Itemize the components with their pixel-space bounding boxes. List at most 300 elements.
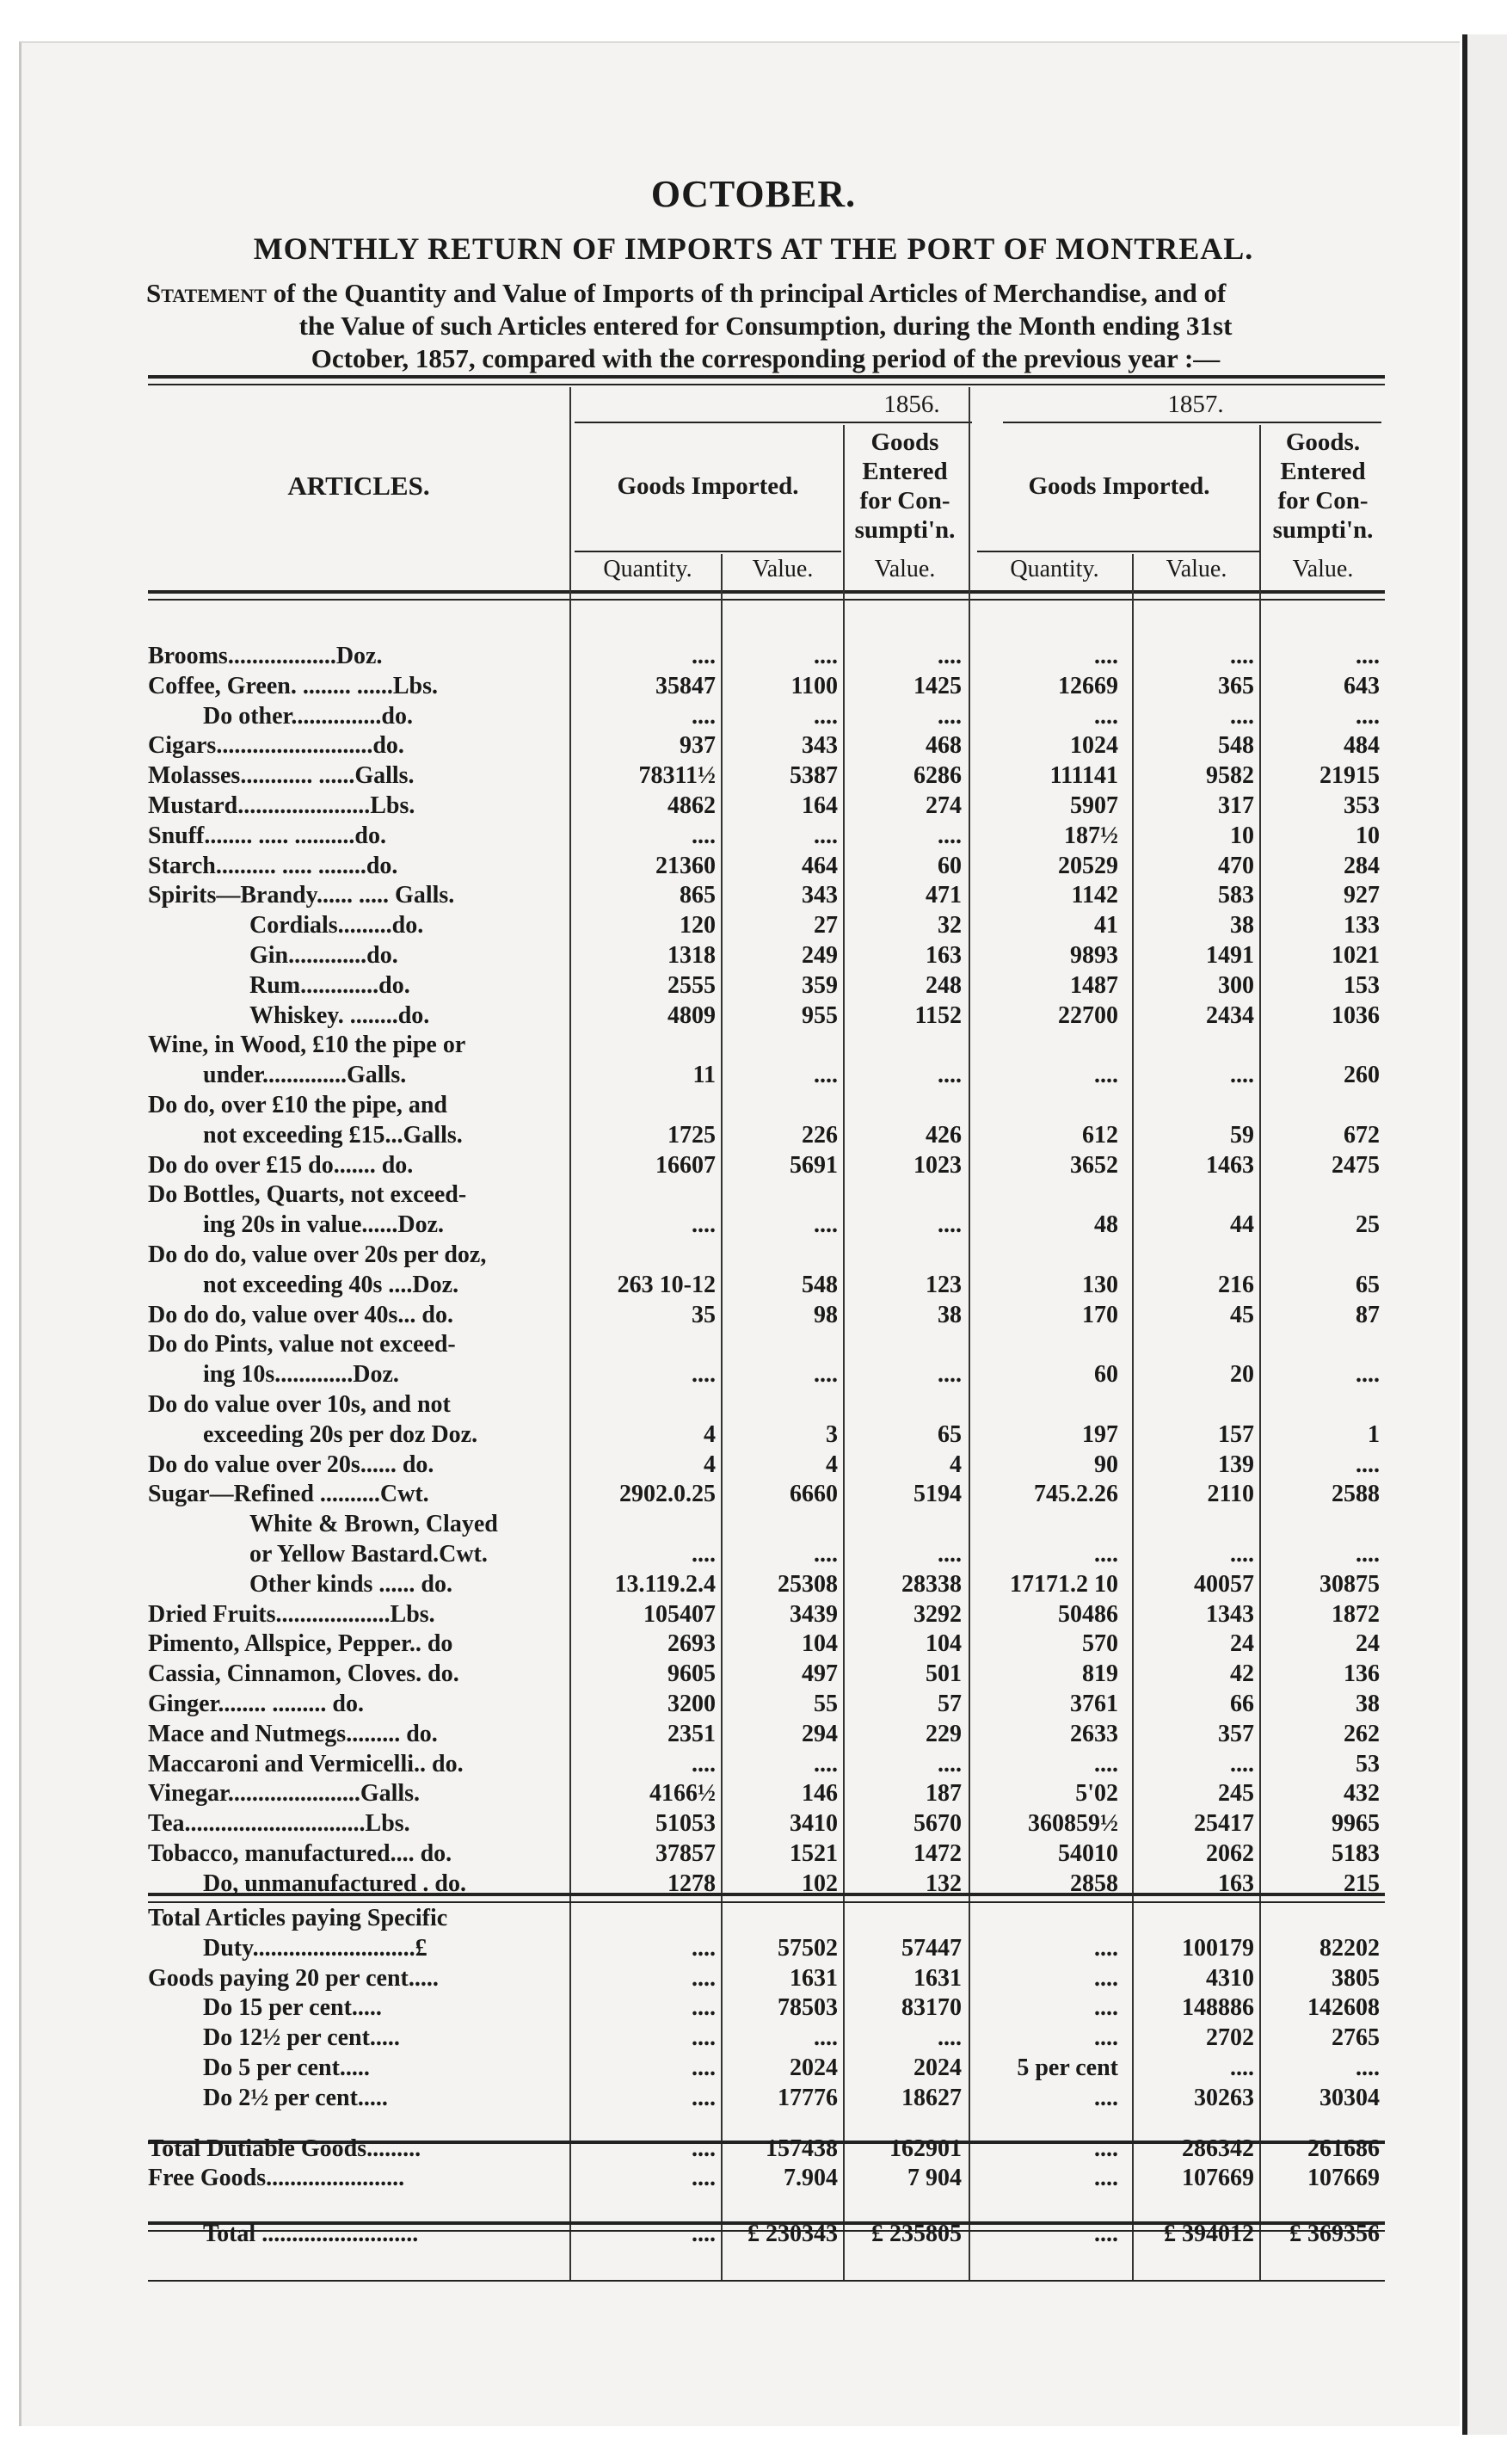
cell-v57: .... — [1230, 702, 1254, 730]
cell-c56: 57447 — [901, 1934, 962, 1962]
cell-q56: .... — [692, 2054, 716, 2081]
entered-1856-header — [845, 428, 965, 545]
column-divider — [843, 425, 845, 2280]
cell-c57: 353 — [1344, 792, 1380, 819]
article-label: Do, unmanufactured . do. — [203, 1870, 466, 1897]
year-1857: 1857. — [1167, 391, 1224, 418]
cell-q57: 50486 — [1058, 1600, 1118, 1628]
cell-v57: 20 — [1230, 1361, 1254, 1389]
article-label: Rum.............do. — [249, 971, 410, 999]
cell-v57: 42 — [1230, 1660, 1254, 1688]
article-label: Dried Fruits...................Lbs. — [148, 1600, 435, 1628]
cell-q57: 3761 — [1070, 1691, 1118, 1717]
statement-line-2: the Value of such Articles entered for Consumption, during the Month ending 31st — [298, 311, 1233, 341]
cell-c57: 30875 — [1319, 1570, 1380, 1598]
cell-c57: 24 — [1356, 1630, 1380, 1658]
cell-q56: .... — [692, 643, 716, 669]
adjacent-page-edge — [1462, 34, 1507, 2435]
article-label: Mace and Nutmegs......... do. — [148, 1720, 438, 1747]
article-label: Duty...........................£ — [203, 1934, 427, 1962]
cell-v56: 548 — [802, 1271, 838, 1298]
cell-q57: 48 — [1094, 1211, 1118, 1239]
cell-c57: 142608 — [1307, 1994, 1380, 2022]
cell-v56: 5387 — [790, 762, 838, 790]
cell-q56: 2693 — [667, 1630, 716, 1658]
cell-v57: 286342 — [1182, 2134, 1254, 2162]
article-label: Do do do, value over 20s per doz, — [148, 1241, 487, 1268]
article-label: Total .......................... — [203, 2221, 419, 2248]
cell-c57: 82202 — [1319, 1934, 1380, 1962]
consumption-value-1856-header: Value. — [874, 556, 936, 582]
cell-q57: 1487 — [1070, 971, 1118, 999]
article-label: Other kinds ...... do. — [249, 1570, 452, 1598]
cell-q57: .... — [1094, 2134, 1118, 2162]
cell-q56: 21360 — [655, 852, 716, 879]
cell-v57: 2062 — [1206, 1840, 1254, 1867]
cell-c56: .... — [938, 702, 962, 730]
cell-c57: 133 — [1344, 912, 1380, 939]
cell-q57: 1142 — [1071, 882, 1118, 909]
cell-c57: 1 — [1368, 1420, 1380, 1448]
top-rule-thin — [148, 384, 1385, 385]
article-label: Free Goods....................... — [148, 2165, 405, 2192]
cell-c57: 643 — [1344, 672, 1380, 699]
cell-q57: 819 — [1082, 1660, 1118, 1688]
cell-v56: 497 — [802, 1660, 838, 1688]
cell-q56: 51053 — [655, 1810, 716, 1838]
article-label: not exceeding 40s ....Doz. — [203, 1271, 459, 1298]
statement-lead: Statement — [146, 278, 267, 308]
article-label: Do 5 per cent..... — [203, 2054, 370, 2081]
cell-c56: 501 — [926, 1660, 962, 1688]
cell-c56: 1472 — [913, 1840, 962, 1867]
cell-v57: 245 — [1218, 1780, 1254, 1808]
cell-q56: 35847 — [655, 672, 716, 699]
cell-v57: 38 — [1230, 912, 1254, 939]
article-label: Do Bottles, Quarts, not exceed- — [148, 1181, 467, 1209]
entered-1857-line: sumpti'n. — [1272, 516, 1374, 544]
cell-v57: .... — [1230, 1541, 1254, 1568]
article-label: Snuff........ ..... ..........do. — [148, 822, 386, 849]
cell-c56: 229 — [926, 1720, 962, 1747]
value-1857-header: Value. — [1166, 556, 1227, 582]
cell-v56: 249 — [802, 942, 838, 969]
cell-v57: 548 — [1218, 732, 1254, 760]
article-label: Do do Pints, value not exceed- — [148, 1331, 456, 1358]
cell-c56: 6286 — [913, 762, 962, 790]
goods-imported-1856-header: Goods Imported. — [617, 472, 799, 500]
cell-c57: .... — [1356, 1361, 1380, 1389]
cell-c56: 123 — [926, 1271, 962, 1298]
article-label: Do 2½ per cent..... — [203, 2084, 388, 2111]
cell-c57: 38 — [1356, 1691, 1380, 1717]
cell-c56: .... — [938, 643, 962, 669]
cell-v57: .... — [1230, 643, 1254, 669]
cell-c56: 5670 — [913, 1810, 962, 1838]
cell-q57: 2633 — [1070, 1720, 1118, 1747]
cell-q57: 197 — [1082, 1420, 1118, 1448]
article-label: ing 10s.............Doz. — [203, 1361, 399, 1389]
cell-q57: 90 — [1094, 1451, 1118, 1478]
cell-v56: 1100 — [790, 672, 838, 699]
cell-v57: 163 — [1218, 1870, 1254, 1897]
entered-1857-line: Goods. — [1285, 428, 1361, 456]
article-label: Do do do, value over 40s... do. — [148, 1301, 453, 1328]
cell-q57: 22700 — [1058, 1001, 1118, 1029]
article-label: Whiskey. ........do. — [249, 1001, 430, 1029]
cell-v56: 359 — [802, 971, 838, 999]
cell-v57: 45 — [1230, 1301, 1254, 1328]
cell-v56: 2024 — [790, 2054, 838, 2081]
cell-q56: 37857 — [655, 1840, 716, 1867]
cell-q57: 130 — [1082, 1271, 1118, 1298]
cell-c57: 10 — [1356, 822, 1380, 849]
cell-v56: .... — [814, 1361, 838, 1389]
goods-imported-1856-rule — [575, 551, 841, 552]
article-label: Wine, in Wood, £10 the pipe or — [148, 1032, 466, 1059]
cell-c57: 5183 — [1332, 1840, 1380, 1867]
cell-c56: .... — [938, 1361, 962, 1389]
cell-v57: 470 — [1218, 852, 1254, 879]
cell-c56: 65 — [938, 1420, 962, 1448]
cell-q57: .... — [1094, 2221, 1118, 2248]
cell-q56: .... — [692, 1964, 716, 1992]
cell-v57: 2110 — [1207, 1481, 1254, 1508]
cell-q57: 187½ — [1064, 822, 1118, 849]
cell-q56: 2555 — [667, 971, 716, 999]
cell-v56: 157438 — [766, 2134, 838, 2162]
cell-c56: 2024 — [913, 2054, 962, 2081]
cell-q56: 865 — [680, 882, 716, 909]
cell-v56: 98 — [814, 1301, 838, 1328]
cell-q56: .... — [692, 1934, 716, 1962]
goods-imported-1857-rule — [977, 551, 1261, 552]
entered-1856-line: Entered — [862, 458, 948, 485]
cell-v57: 148886 — [1182, 1994, 1254, 2022]
article-label: Starch.......... ..... ........do. — [148, 852, 398, 879]
cell-q56: .... — [692, 2024, 716, 2052]
cell-v57: 1491 — [1206, 942, 1254, 969]
cell-c56: .... — [938, 1750, 962, 1777]
cell-v56: 5691 — [790, 1151, 838, 1179]
cell-q56: 16607 — [655, 1151, 716, 1179]
cell-c57: 136 — [1344, 1660, 1380, 1688]
cell-c57: 21915 — [1319, 762, 1380, 790]
cell-v56: 226 — [802, 1121, 838, 1149]
article-label: or Yellow Bastard.Cwt. — [249, 1541, 488, 1568]
month-title: OCTOBER. — [650, 173, 857, 215]
cell-v57: .... — [1230, 1062, 1254, 1089]
cell-v56: .... — [814, 1541, 838, 1568]
cell-q56: 4166½ — [649, 1780, 716, 1808]
cell-q56: 105407 — [643, 1600, 716, 1628]
cell-c57: 53 — [1356, 1750, 1380, 1777]
cell-c56: 18627 — [901, 2084, 962, 2111]
cell-c57: 30304 — [1319, 2084, 1380, 2111]
cell-c57: .... — [1356, 1451, 1380, 1478]
cell-v57: 300 — [1218, 971, 1254, 999]
cell-q56: 4 — [704, 1420, 716, 1448]
cell-v57: 59 — [1230, 1121, 1254, 1149]
cell-v56: 6660 — [790, 1481, 838, 1508]
column-divider — [721, 554, 723, 2280]
cell-c57: 65 — [1356, 1271, 1380, 1298]
cell-v56: 7.904 — [784, 2165, 838, 2192]
cell-c57: .... — [1356, 702, 1380, 730]
cell-c57: 260 — [1344, 1062, 1380, 1089]
cell-v57: 139 — [1218, 1451, 1254, 1478]
cell-c57: 1021 — [1332, 942, 1380, 969]
consumption-value-1857-header: Value. — [1292, 556, 1354, 582]
cell-q57: .... — [1094, 1964, 1118, 1992]
cell-c56: 4 — [950, 1451, 962, 1478]
cell-c57: .... — [1356, 1541, 1380, 1568]
cell-q56: 11 — [692, 1062, 716, 1089]
article-label: Do do value over 10s, and not — [148, 1391, 451, 1418]
article-label: Spirits—Brandy...... ..... Galls. — [148, 882, 455, 909]
entered-1856-line: for Con- — [859, 487, 950, 514]
entered-1857-line: Entered — [1280, 458, 1366, 485]
cell-c57: 87 — [1356, 1301, 1380, 1328]
cell-v57: 357 — [1218, 1720, 1254, 1747]
cell-v56: .... — [814, 2024, 838, 2052]
cell-v56: 3 — [826, 1420, 838, 1448]
cell-q57: 5'02 — [1075, 1780, 1118, 1808]
cell-c56: 1631 — [913, 1964, 962, 1992]
cell-v57: 25417 — [1194, 1810, 1254, 1838]
cell-v56: 102 — [802, 1870, 838, 1897]
cell-v57: 30263 — [1194, 2084, 1254, 2111]
cell-v57: 4310 — [1206, 1964, 1254, 1992]
article-label: Gin.............do. — [249, 942, 398, 969]
cell-v57: 107669 — [1182, 2165, 1254, 2192]
article-label: Ginger........ ......... do. — [148, 1691, 364, 1717]
cell-c56: 248 — [926, 971, 962, 999]
cell-q56: 263 10-12 — [617, 1271, 716, 1298]
cell-c57: 1872 — [1332, 1600, 1380, 1628]
cell-q57: 5 per cent — [1017, 2054, 1118, 2081]
year-1856: 1856. — [883, 391, 940, 418]
goods-imported-1857-header: Goods Imported. — [1028, 472, 1210, 500]
article-label: Cordials.........do. — [249, 912, 424, 939]
statement-line-3: October, 1857, compared with the corresponding period of the previous year :— — [311, 343, 1221, 373]
cell-v56: 464 — [802, 852, 838, 879]
cell-c56: 1425 — [913, 672, 962, 699]
table-bottom-rule — [148, 2280, 1385, 2282]
cell-v57: 2702 — [1206, 2024, 1254, 2052]
cell-c57: £ 369356 — [1289, 2221, 1380, 2248]
cell-v56: 164 — [802, 792, 838, 819]
article-label: Tea..............................Lbs. — [148, 1810, 410, 1838]
cell-q57: .... — [1094, 1934, 1118, 1962]
cell-v57: 2434 — [1206, 1001, 1254, 1029]
article-label: Cigars..........................do. — [148, 732, 404, 760]
cell-c56: .... — [938, 1062, 962, 1089]
article-label: Goods paying 20 per cent..... — [148, 1964, 439, 1992]
entered-1856-line: sumpti'n. — [854, 516, 956, 544]
article-label: Pimento, Allspice, Pepper.. do — [148, 1630, 453, 1658]
cell-c56: 163 — [926, 942, 962, 969]
cell-v56: 78503 — [778, 1994, 838, 2022]
cell-c56: 3292 — [913, 1600, 962, 1628]
cell-c56: 471 — [926, 882, 962, 909]
cell-q57: 60 — [1094, 1361, 1118, 1389]
column-divider — [569, 387, 571, 2280]
cell-q57: .... — [1094, 1994, 1118, 2022]
value-1856-header: Value. — [752, 556, 814, 582]
cell-v56: 955 — [802, 1001, 838, 1029]
cell-v56: 25308 — [778, 1570, 838, 1598]
entered-1857-line: for Con- — [1277, 487, 1369, 514]
cell-q56: .... — [692, 702, 716, 730]
cell-v56: .... — [814, 702, 838, 730]
articles-bottom-rule-thin — [148, 1901, 1385, 1903]
cell-q56: 13.119.2.4 — [614, 1570, 716, 1598]
cell-v56: 27 — [814, 912, 838, 939]
cell-v56: 146 — [802, 1780, 838, 1808]
cell-c56: 1152 — [914, 1001, 962, 1029]
article-label: Cassia, Cinnamon, Cloves. do. — [148, 1660, 459, 1688]
cell-v56: .... — [814, 822, 838, 849]
header-bottom-rule-thin — [148, 599, 1385, 601]
cell-v56: .... — [814, 1062, 838, 1089]
cell-c57: 927 — [1344, 882, 1380, 909]
cell-c57: 262 — [1344, 1720, 1380, 1747]
cell-v56: 343 — [802, 882, 838, 909]
cell-c57: .... — [1356, 643, 1380, 669]
cell-q56: 1725 — [667, 1121, 716, 1149]
quantity-1857-header: Quantity. — [1010, 556, 1099, 582]
article-label: Total Dutiable Goods......... — [148, 2134, 421, 2162]
cell-q57: 17171.2 10 — [1010, 1570, 1118, 1598]
cell-v56: 17776 — [778, 2084, 838, 2111]
article-label: White & Brown, Clayed — [249, 1511, 498, 1538]
cell-q56: 120 — [680, 912, 716, 939]
cell-c57: 215 — [1344, 1870, 1380, 1897]
cell-v56: 343 — [802, 732, 838, 760]
cell-c56: 5194 — [913, 1481, 962, 1508]
articles-header: ARTICLES. — [287, 471, 430, 501]
cell-c57: 107669 — [1307, 2165, 1380, 2192]
cell-c56: 83170 — [901, 1994, 962, 2022]
article-label: Do 15 per cent..... — [203, 1994, 382, 2022]
cell-q57: 20529 — [1058, 852, 1118, 879]
entered-1856-line: Goods — [870, 428, 939, 456]
document-heading: MONTHLY RETURN OF IMPORTS AT THE PORT OF MONTREAL. — [253, 231, 1254, 266]
column-divider — [1259, 425, 1261, 2280]
article-label: ing 20s in value......Doz. — [203, 1211, 445, 1239]
entered-1857-header — [1263, 428, 1383, 545]
cell-v57: 1343 — [1206, 1600, 1254, 1628]
article-label: Total Articles paying Specific — [148, 1905, 448, 1931]
cell-c56: 132 — [926, 1870, 962, 1897]
cell-v57: 216 — [1218, 1271, 1254, 1298]
article-label: Do other...............do. — [203, 702, 413, 730]
cell-q57: .... — [1094, 1062, 1118, 1089]
column-divider — [969, 387, 970, 2280]
cell-v56: 3439 — [790, 1600, 838, 1628]
cell-q57: 1024 — [1070, 732, 1118, 760]
cell-v57: 40057 — [1194, 1570, 1254, 1598]
year-1856-rule — [575, 422, 972, 423]
cell-c56: 28338 — [901, 1570, 962, 1598]
cell-c57: 25 — [1356, 1211, 1380, 1239]
cell-v56: £ 230343 — [747, 2221, 838, 2248]
cell-q56: 2902.0.25 — [619, 1481, 716, 1508]
cell-v56: 1521 — [790, 1840, 838, 1867]
cell-c57: 432 — [1344, 1780, 1380, 1808]
cell-c57: 672 — [1344, 1121, 1380, 1149]
cell-v57: 100179 — [1182, 1934, 1254, 1962]
cell-q57: 54010 — [1058, 1840, 1118, 1867]
cell-q56: 3200 — [667, 1691, 716, 1717]
article-label: exceeding 20s per doz Doz. — [203, 1420, 478, 1448]
statement-text — [146, 277, 1385, 375]
cell-q56: .... — [692, 1541, 716, 1568]
cell-c56: 426 — [926, 1121, 962, 1149]
cell-c56: 274 — [926, 792, 962, 819]
article-label: Mustard......................Lbs. — [148, 792, 415, 819]
cell-c57: 284 — [1344, 852, 1380, 879]
cell-c57: 153 — [1344, 971, 1380, 999]
cell-c56: 57 — [938, 1691, 962, 1717]
article-label: Brooms..................Doz. — [148, 643, 383, 669]
cell-c57: 3805 — [1332, 1964, 1380, 1992]
cell-c56: 60 — [938, 852, 962, 879]
cell-v57: .... — [1230, 1750, 1254, 1777]
cell-c57: 2475 — [1332, 1151, 1380, 1179]
cell-c57: 261686 — [1307, 2134, 1380, 2162]
cell-q57: 360859½ — [1028, 1810, 1118, 1838]
cell-q56: 9605 — [667, 1660, 716, 1688]
cell-q57: 9893 — [1070, 942, 1118, 969]
cell-c57: .... — [1356, 2054, 1380, 2081]
quantity-1856-header: Quantity. — [603, 556, 692, 582]
cell-q57: .... — [1094, 702, 1118, 730]
article-label: Tobacco, manufactured.... do. — [148, 1840, 452, 1867]
cell-q57: .... — [1094, 2024, 1118, 2052]
cell-c57: 484 — [1344, 732, 1380, 760]
cell-v56: 57502 — [778, 1934, 838, 1962]
article-label: not exceeding £15...Galls. — [203, 1121, 463, 1149]
cell-q56: 78311½ — [638, 762, 716, 790]
cell-q56: .... — [692, 1994, 716, 2022]
cell-c57: 2765 — [1332, 2024, 1380, 2052]
cell-c56: 468 — [926, 732, 962, 760]
cell-v56: 3410 — [790, 1810, 838, 1838]
cell-q56: .... — [692, 2165, 716, 2192]
cell-q57: .... — [1094, 1750, 1118, 1777]
top-rule — [148, 375, 1385, 379]
statement-line-1: of the Quantity and Value of Imports of th principal Articles of Merchandise, and of — [266, 278, 1227, 308]
cell-c56: 7 904 — [907, 2165, 962, 2192]
article-label: Sugar—Refined ..........Cwt. — [148, 1481, 429, 1508]
cell-q56: .... — [692, 822, 716, 849]
cell-q56: 937 — [680, 732, 716, 760]
cell-v56: .... — [814, 1750, 838, 1777]
cell-q57: .... — [1094, 2084, 1118, 2111]
cell-v57: 157 — [1218, 1420, 1254, 1448]
cell-c56: 32 — [938, 912, 962, 939]
cell-v56: 1631 — [790, 1964, 838, 1992]
cell-c57: 9965 — [1332, 1810, 1380, 1838]
cell-v56: 104 — [802, 1630, 838, 1658]
cell-c56: 38 — [938, 1301, 962, 1328]
cell-q56: .... — [692, 1361, 716, 1389]
cell-q57: 12669 — [1058, 672, 1118, 699]
cell-q57: 745.2.26 — [1034, 1481, 1118, 1508]
cell-v56: 294 — [802, 1720, 838, 1747]
